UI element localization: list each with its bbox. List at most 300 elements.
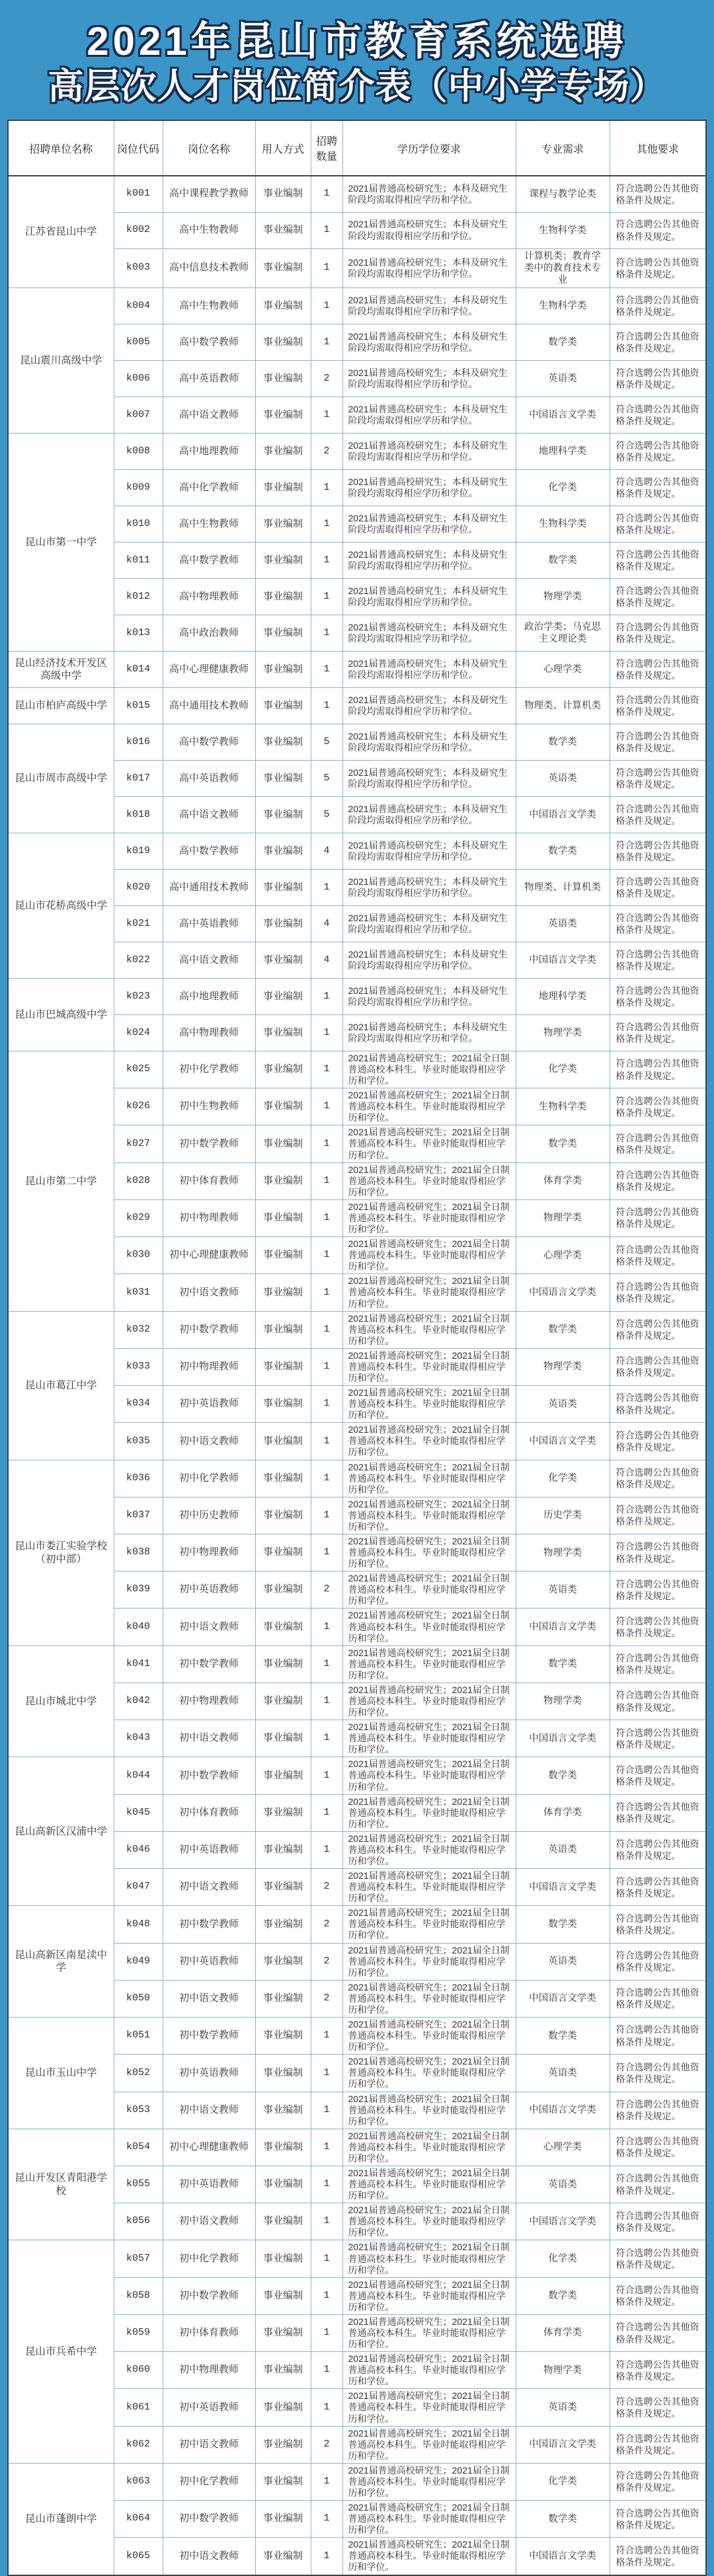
position-code-cell: k008	[114, 433, 163, 469]
employment-type-cell: 事业编制	[255, 506, 311, 542]
major-requirement-cell: 中国语言文学类	[516, 2538, 610, 2575]
education-requirement-cell: 2021届普通高校研究生；2021届全日制普通高校本科生。毕业时能取得相应学历和学位。	[342, 2092, 516, 2129]
major-requirement-cell: 心理学类	[516, 1237, 610, 1274]
position-code-cell: k037	[114, 1497, 163, 1534]
position-title-cell: 高中语文教师	[163, 942, 255, 978]
recruit-count-cell: 2	[311, 1943, 342, 1980]
position-title-cell: 高中通用技术教师	[163, 687, 255, 724]
header-education-requirement: 学历学位要求	[342, 120, 516, 176]
position-code-cell: k060	[114, 2352, 163, 2389]
employment-type-cell: 事业编制	[255, 2538, 311, 2575]
recruit-count-cell: 1	[311, 2240, 342, 2277]
position-code-cell: k001	[114, 176, 163, 212]
other-requirement-cell: 符合选聘公告其他资格条件及规定。	[610, 1534, 706, 1571]
position-title-cell: 初中语文教师	[163, 1980, 255, 2017]
position-title-cell: 初中化学教师	[163, 1051, 255, 1088]
major-requirement-cell: 物理类、计算机类	[516, 869, 610, 905]
position-row	[8, 1311, 706, 1348]
position-title-cell: 高中心理健康教师	[163, 651, 255, 687]
position-code-cell: k010	[114, 506, 163, 542]
position-code-cell: k034	[114, 1386, 163, 1423]
position-title-cell: 高中地理教师	[163, 978, 255, 1014]
employment-type-cell: 事业编制	[255, 1311, 311, 1348]
recruit-count-cell: 4	[311, 833, 342, 869]
education-requirement-cell: 2021届普通高校研究生；2021届全日制普通高校本科生。毕业时能取得相应学历和学位。	[342, 1274, 516, 1311]
education-requirement-cell: 2021届普通高校研究生；2021届全日制普通高校本科生。毕业时能取得相应学历和学位。	[342, 1348, 516, 1385]
major-requirement-cell: 英语类	[516, 1831, 610, 1868]
recruit-count-cell: 2	[311, 1906, 342, 1943]
employment-type-cell: 事业编制	[255, 1794, 311, 1831]
education-requirement-cell: 2021届普通高校研究生；本科及研究生阶段均需取得相应学历和学位。	[342, 469, 516, 506]
position-row	[8, 1051, 706, 1088]
recruit-count-cell: 1	[311, 2092, 342, 2129]
position-row	[8, 1460, 706, 1497]
position-title-cell: 初中数学教师	[163, 1646, 255, 1683]
education-requirement-cell: 2021届普通高校研究生；2021届全日制普通高校本科生。毕业时能取得相应学历和学位。	[342, 2018, 516, 2055]
page-title-line1: 2021年昆山市教育系统选聘	[87, 19, 627, 63]
employment-type-cell: 事业编制	[255, 1014, 311, 1051]
employment-type-cell: 事业编制	[255, 869, 311, 905]
position-row	[8, 833, 706, 869]
education-requirement-cell: 2021届普通高校研究生；2021届全日制普通高校本科生。毕业时能取得相应学历和学位。	[342, 1162, 516, 1199]
recruit-count-cell: 1	[311, 2314, 342, 2351]
major-requirement-cell: 体育学类	[516, 1794, 610, 1831]
unit-name-cell: 昆山开发区青阳港学校	[8, 2129, 114, 2240]
position-title-cell: 初中物理教师	[163, 2352, 255, 2389]
recruit-count-cell: 1	[311, 2203, 342, 2240]
position-title-cell: 初中语文教师	[163, 1423, 255, 1460]
education-requirement-cell: 2021届普通高校研究生；2021届全日制普通高校本科生。毕业时能取得相应学历和学位。	[342, 2277, 516, 2314]
employment-type-cell: 事业编制	[255, 905, 311, 942]
other-requirement-cell: 符合选聘公告其他资格条件及规定。	[610, 1014, 706, 1051]
education-requirement-cell: 2021届普通高校研究生；2021届全日制普通高校本科生。毕业时能取得相应学历和学位。	[342, 1497, 516, 1534]
recruit-count-cell: 1	[311, 248, 342, 287]
position-title-cell: 初中英语教师	[163, 2055, 255, 2092]
position-title-cell: 初中语文教师	[163, 1869, 255, 1906]
position-title-cell: 高中语文教师	[163, 796, 255, 833]
position-title-cell: 初中体育教师	[163, 2314, 255, 2351]
major-requirement-cell: 中国语言文学类	[516, 1980, 610, 2017]
recruit-count-cell: 1	[311, 1162, 342, 1199]
position-code-cell: k028	[114, 1162, 163, 1199]
recruit-count-cell: 1	[311, 1757, 342, 1794]
education-requirement-cell: 2021届普通高校研究生；本科及研究生阶段均需取得相应学历和学位。	[342, 506, 516, 542]
recruit-count-cell: 1	[311, 176, 342, 212]
position-title-cell: 高中数学教师	[163, 324, 255, 360]
unit-name-cell: 昆山震川高级中学	[8, 287, 114, 433]
position-title-cell: 高中语文教师	[163, 397, 255, 433]
education-requirement-cell: 2021届普通高校研究生；本科及研究生阶段均需取得相应学历和学位。	[342, 942, 516, 978]
other-requirement-cell: 符合选聘公告其他资格条件及规定。	[610, 176, 706, 212]
employment-type-cell: 事业编制	[255, 2352, 311, 2389]
other-requirement-cell: 符合选聘公告其他资格条件及规定。	[610, 2203, 706, 2240]
major-requirement-cell: 生物科学类	[516, 1088, 610, 1125]
employment-type-cell: 事业编制	[255, 1162, 311, 1199]
employment-type-cell: 事业编制	[255, 1683, 311, 1720]
position-code-cell: k052	[114, 2055, 163, 2092]
education-requirement-cell: 2021届普通高校研究生；2021届全日制普通高校本科生。毕业时能取得相应学历和学位。	[342, 2426, 516, 2463]
employment-type-cell: 事业编制	[255, 2166, 311, 2203]
major-requirement-cell: 数学类	[516, 2018, 610, 2055]
position-row	[8, 176, 706, 212]
employment-type-cell: 事业编制	[255, 651, 311, 687]
recruit-count-cell: 4	[311, 942, 342, 978]
employment-type-cell: 事业编制	[255, 615, 311, 651]
position-title-cell: 初中体育教师	[163, 1794, 255, 1831]
other-requirement-cell: 符合选聘公告其他资格条件及规定。	[610, 360, 706, 397]
major-requirement-cell: 地理科学类	[516, 978, 610, 1014]
position-title-cell: 初中语文教师	[163, 2092, 255, 2129]
education-requirement-cell: 2021届普通高校研究生；2021届全日制普通高校本科生。毕业时能取得相应学历和学位。	[342, 2314, 516, 2351]
recruit-count-cell: 1	[311, 1534, 342, 1571]
recruit-count-cell: 1	[311, 397, 342, 433]
position-code-cell: k062	[114, 2426, 163, 2463]
education-requirement-cell: 2021届普通高校研究生；2021届全日制普通高校本科生。毕业时能取得相应学历和学位。	[342, 1906, 516, 1943]
recruit-count-cell: 5	[311, 796, 342, 833]
position-code-cell: k030	[114, 1237, 163, 1274]
position-title-cell: 初中英语教师	[163, 1572, 255, 1609]
position-code-cell: k002	[114, 212, 163, 248]
major-requirement-cell: 数学类	[516, 2277, 610, 2314]
employment-type-cell: 事业编制	[255, 1051, 311, 1088]
other-requirement-cell: 符合选聘公告其他资格条件及规定。	[610, 687, 706, 724]
header-employment-type: 用人方式	[255, 120, 311, 176]
position-code-cell: k027	[114, 1125, 163, 1162]
other-requirement-cell: 符合选聘公告其他资格条件及规定。	[610, 1460, 706, 1497]
employment-type-cell: 事业编制	[255, 1088, 311, 1125]
other-requirement-cell: 符合选聘公告其他资格条件及规定。	[610, 1683, 706, 1720]
unit-name-cell: 昆山市兵希中学	[8, 2240, 114, 2463]
position-code-cell: k016	[114, 724, 163, 760]
major-requirement-cell: 物理学类	[516, 1348, 610, 1385]
education-requirement-cell: 2021届普通高校研究生；2021届全日制普通高校本科生。毕业时能取得相应学历和学位。	[342, 1720, 516, 1757]
employment-type-cell: 事业编制	[255, 1497, 311, 1534]
other-requirement-cell: 符合选聘公告其他资格条件及规定。	[610, 1311, 706, 1348]
other-requirement-cell: 符合选聘公告其他资格条件及规定。	[610, 1274, 706, 1311]
header-row	[8, 120, 706, 176]
employment-type-cell: 事业编制	[255, 687, 311, 724]
education-requirement-cell: 2021届普通高校研究生；本科及研究生阶段均需取得相应学历和学位。	[342, 360, 516, 397]
position-title-cell: 初中英语教师	[163, 2389, 255, 2426]
education-requirement-cell: 2021届普通高校研究生；本科及研究生阶段均需取得相应学历和学位。	[342, 248, 516, 287]
recruit-count-cell: 1	[311, 1646, 342, 1683]
position-code-cell: k045	[114, 1794, 163, 1831]
position-row	[8, 2240, 706, 2277]
major-requirement-cell: 生物科学类	[516, 287, 610, 324]
recruit-count-cell: 2	[311, 360, 342, 397]
page-title-line2: 高层次人才岗位简介表（中小学专场）	[48, 67, 666, 107]
employment-type-cell: 事业编制	[255, 942, 311, 978]
other-requirement-cell: 符合选聘公告其他资格条件及规定。	[610, 1497, 706, 1534]
other-requirement-cell: 符合选聘公告其他资格条件及规定。	[610, 1720, 706, 1757]
major-requirement-cell: 数学类	[516, 542, 610, 578]
unit-name-cell: 昆山市第二中学	[8, 1051, 114, 1311]
recruit-count-cell: 1	[311, 2352, 342, 2389]
position-title-cell: 初中英语教师	[163, 1831, 255, 1868]
position-row	[8, 1906, 706, 1943]
position-title-cell: 高中生物教师	[163, 212, 255, 248]
recruit-count-cell: 1	[311, 651, 342, 687]
major-requirement-cell: 英语类	[516, 905, 610, 942]
employment-type-cell: 事业编制	[255, 2092, 311, 2129]
major-requirement-cell: 心理学类	[516, 651, 610, 687]
position-code-cell: k003	[114, 248, 163, 287]
employment-type-cell: 事业编制	[255, 724, 311, 760]
major-requirement-cell: 物理学类	[516, 1683, 610, 1720]
employment-type-cell: 事业编制	[255, 287, 311, 324]
education-requirement-cell: 2021届普通高校研究生；本科及研究生阶段均需取得相应学历和学位。	[342, 212, 516, 248]
position-code-cell: k013	[114, 615, 163, 651]
position-title-cell: 初中语文教师	[163, 2426, 255, 2463]
other-requirement-cell: 符合选聘公告其他资格条件及规定。	[610, 2426, 706, 2463]
unit-name-cell: 昆山经济技术开发区高级中学	[8, 651, 114, 687]
education-requirement-cell: 2021届普通高校研究生；2021届全日制普通高校本科生。毕业时能取得相应学历和学位。	[342, 2203, 516, 2240]
recruit-count-cell: 1	[311, 1386, 342, 1423]
table-header	[8, 120, 706, 176]
other-requirement-cell: 符合选聘公告其他资格条件及规定。	[610, 1162, 706, 1199]
other-requirement-cell: 符合选聘公告其他资格条件及规定。	[610, 2129, 706, 2166]
education-requirement-cell: 2021届普通高校研究生；本科及研究生阶段均需取得相应学历和学位。	[342, 724, 516, 760]
position-title-cell: 初中物理教师	[163, 1534, 255, 1571]
recruit-count-cell: 2	[311, 1572, 342, 1609]
other-requirement-cell: 符合选聘公告其他资格条件及规定。	[610, 1051, 706, 1088]
employment-type-cell: 事业编制	[255, 2463, 311, 2500]
other-requirement-cell: 符合选聘公告其他资格条件及规定。	[610, 506, 706, 542]
unit-name-cell: 昆山市巴城高级中学	[8, 978, 114, 1051]
employment-type-cell: 事业编制	[255, 1199, 311, 1236]
education-requirement-cell: 2021届普通高校研究生；本科及研究生阶段均需取得相应学历和学位。	[342, 397, 516, 433]
position-code-cell: k029	[114, 1199, 163, 1236]
position-code-cell: k035	[114, 1423, 163, 1460]
education-requirement-cell: 2021届普通高校研究生；本科及研究生阶段均需取得相应学历和学位。	[342, 287, 516, 324]
position-title-cell: 初中物理教师	[163, 1199, 255, 1236]
major-requirement-cell: 历史学类	[516, 1497, 610, 1534]
other-requirement-cell: 符合选聘公告其他资格条件及规定。	[610, 2277, 706, 2314]
position-title-cell: 初中化学教师	[163, 2240, 255, 2277]
education-requirement-cell: 2021届普通高校研究生；本科及研究生阶段均需取得相应学历和学位。	[342, 905, 516, 942]
major-requirement-cell: 地理科学类	[516, 433, 610, 469]
education-requirement-cell: 2021届普通高校研究生；2021届全日制普通高校本科生。毕业时能取得相应学历和学位。	[342, 1831, 516, 1868]
position-code-cell: k036	[114, 1460, 163, 1497]
position-code-cell: k033	[114, 1348, 163, 1385]
position-title-cell: 高中地理教师	[163, 433, 255, 469]
other-requirement-cell: 符合选聘公告其他资格条件及规定。	[610, 2240, 706, 2277]
position-row	[8, 287, 706, 324]
employment-type-cell: 事业编制	[255, 1460, 311, 1497]
recruit-count-cell: 1	[311, 1720, 342, 1757]
other-requirement-cell: 符合选聘公告其他资格条件及规定。	[610, 1943, 706, 1980]
position-code-cell: k053	[114, 2092, 163, 2129]
position-code-cell: k019	[114, 833, 163, 869]
position-code-cell: k011	[114, 542, 163, 578]
education-requirement-cell: 2021届普通高校研究生；本科及研究生阶段均需取得相应学历和学位。	[342, 176, 516, 212]
other-requirement-cell: 符合选聘公告其他资格条件及规定。	[610, 796, 706, 833]
other-requirement-cell: 符合选聘公告其他资格条件及规定。	[610, 2538, 706, 2575]
other-requirement-cell: 符合选聘公告其他资格条件及规定。	[610, 1757, 706, 1794]
major-requirement-cell: 体育学类	[516, 1162, 610, 1199]
position-title-cell: 初中英语教师	[163, 2166, 255, 2203]
position-code-cell: k031	[114, 1274, 163, 1311]
unit-name-cell: 昆山市蓬朗中学	[8, 2463, 114, 2575]
recruit-count-cell: 1	[311, 212, 342, 248]
major-requirement-cell: 数学类	[516, 1646, 610, 1683]
major-requirement-cell: 物理学类	[516, 1199, 610, 1236]
major-requirement-cell: 英语类	[516, 2055, 610, 2092]
position-title-cell: 初中生物教师	[163, 1088, 255, 1125]
major-requirement-cell: 英语类	[516, 760, 610, 796]
education-requirement-cell: 2021届普通高校研究生；2021届全日制普通高校本科生。毕业时能取得相应学历和学位。	[342, 1980, 516, 2017]
position-code-cell: k057	[114, 2240, 163, 2277]
header-position-code: 岗位代码	[114, 120, 163, 176]
employment-type-cell: 事业编制	[255, 1720, 311, 1757]
major-requirement-cell: 物理学类	[516, 578, 610, 615]
employment-type-cell: 事业编制	[255, 1534, 311, 1571]
recruit-count-cell: 1	[311, 1274, 342, 1311]
employment-type-cell: 事业编制	[255, 833, 311, 869]
major-requirement-cell: 中国语言文学类	[516, 1869, 610, 1906]
position-title-cell: 高中化学教师	[163, 469, 255, 506]
other-requirement-cell: 符合选聘公告其他资格条件及规定。	[610, 1199, 706, 1236]
recruit-count-cell: 2	[311, 2426, 342, 2463]
position-title-cell: 高中数学教师	[163, 542, 255, 578]
recruit-count-cell: 1	[311, 1683, 342, 1720]
other-requirement-cell: 符合选聘公告其他资格条件及规定。	[610, 2352, 706, 2389]
position-title-cell: 初中英语教师	[163, 1386, 255, 1423]
major-requirement-cell: 化学类	[516, 2463, 610, 2500]
employment-type-cell: 事业编制	[255, 469, 311, 506]
major-requirement-cell: 英语类	[516, 2389, 610, 2426]
employment-type-cell: 事业编制	[255, 2240, 311, 2277]
recruit-count-cell: 1	[311, 1423, 342, 1460]
position-code-cell: k020	[114, 869, 163, 905]
positions-table-body	[8, 176, 706, 2575]
unit-name-cell: 江苏省昆山中学	[8, 176, 114, 287]
position-title-cell: 初中数学教师	[163, 2501, 255, 2538]
position-code-cell: k065	[114, 2538, 163, 2575]
position-title-cell: 高中英语教师	[163, 905, 255, 942]
position-title-cell: 高中英语教师	[163, 760, 255, 796]
major-requirement-cell: 数学类	[516, 1757, 610, 1794]
other-requirement-cell: 符合选聘公告其他资格条件及规定。	[610, 2501, 706, 2538]
recruit-count-cell: 1	[311, 1497, 342, 1534]
employment-type-cell: 事业编制	[255, 176, 311, 212]
recruit-count-cell: 1	[311, 687, 342, 724]
education-requirement-cell: 2021届普通高校研究生；2021届全日制普通高校本科生。毕业时能取得相应学历和学位。	[342, 1051, 516, 1088]
employment-type-cell: 事业编制	[255, 796, 311, 833]
education-requirement-cell: 2021届普通高校研究生；2021届全日制普通高校本科生。毕业时能取得相应学历和学位。	[342, 1869, 516, 1906]
employment-type-cell: 事业编制	[255, 978, 311, 1014]
position-code-cell: k046	[114, 1831, 163, 1868]
position-code-cell: k042	[114, 1683, 163, 1720]
education-requirement-cell: 2021届普通高校研究生；2021届全日制普通高校本科生。毕业时能取得相应学历和学位。	[342, 2129, 516, 2166]
education-requirement-cell: 2021届普通高校研究生；本科及研究生阶段均需取得相应学历和学位。	[342, 760, 516, 796]
education-requirement-cell: 2021届普通高校研究生；2021届全日制普通高校本科生。毕业时能取得相应学历和学位。	[342, 2166, 516, 2203]
major-requirement-cell: 政治学类；马克思主义理论类	[516, 615, 610, 651]
position-code-cell: k014	[114, 651, 163, 687]
major-requirement-cell: 英语类	[516, 1572, 610, 1609]
recruit-count-cell: 1	[311, 1348, 342, 1385]
major-requirement-cell: 体育学类	[516, 2314, 610, 2351]
position-code-cell: k044	[114, 1757, 163, 1794]
other-requirement-cell: 符合选聘公告其他资格条件及规定。	[610, 2018, 706, 2055]
position-row	[8, 978, 706, 1014]
recruit-count-cell: 1	[311, 324, 342, 360]
employment-type-cell: 事业编制	[255, 2426, 311, 2463]
employment-type-cell: 事业编制	[255, 1869, 311, 1906]
education-requirement-cell: 2021届普通高校研究生；本科及研究生阶段均需取得相应学历和学位。	[342, 615, 516, 651]
position-title-cell: 高中课程教学教师	[163, 176, 255, 212]
recruit-count-cell: 1	[311, 1609, 342, 1646]
major-requirement-cell: 中国语言文学类	[516, 397, 610, 433]
employment-type-cell: 事业编制	[255, 324, 311, 360]
recruit-count-cell: 1	[311, 542, 342, 578]
positions-table	[7, 120, 707, 2575]
position-code-cell: k032	[114, 1311, 163, 1348]
recruit-count-cell: 1	[311, 1125, 342, 1162]
other-requirement-cell: 符合选聘公告其他资格条件及规定。	[610, 2092, 706, 2129]
position-code-cell: k021	[114, 905, 163, 942]
major-requirement-cell: 物理学类	[516, 1534, 610, 1571]
position-code-cell: k050	[114, 1980, 163, 2017]
position-code-cell: k048	[114, 1906, 163, 1943]
education-requirement-cell: 2021届普通高校研究生；2021届全日制普通高校本科生。毕业时能取得相应学历和学位。	[342, 2463, 516, 2500]
major-requirement-cell: 心理学类	[516, 2129, 610, 2166]
recruit-count-cell: 1	[311, 287, 342, 324]
other-requirement-cell: 符合选聘公告其他资格条件及规定。	[610, 324, 706, 360]
position-title-cell: 高中通用技术教师	[163, 869, 255, 905]
position-row	[8, 651, 706, 687]
major-requirement-cell: 中国语言文学类	[516, 1274, 610, 1311]
other-requirement-cell: 符合选聘公告其他资格条件及规定。	[610, 1088, 706, 1125]
position-code-cell: k061	[114, 2389, 163, 2426]
education-requirement-cell: 2021届普通高校研究生；2021届全日制普通高校本科生。毕业时能取得相应学历和学位。	[342, 1683, 516, 1720]
major-requirement-cell: 数学类	[516, 1311, 610, 1348]
position-code-cell: k049	[114, 1943, 163, 1980]
position-title-cell: 初中体育教师	[163, 1162, 255, 1199]
major-requirement-cell: 生物科学类	[516, 212, 610, 248]
position-code-cell: k041	[114, 1646, 163, 1683]
major-requirement-cell: 物理学类	[516, 1014, 610, 1051]
recruit-count-cell: 1	[311, 2501, 342, 2538]
major-requirement-cell: 数学类	[516, 324, 610, 360]
education-requirement-cell: 2021届普通高校研究生；2021届全日制普通高校本科生。毕业时能取得相应学历和学位。	[342, 2538, 516, 2575]
other-requirement-cell: 符合选聘公告其他资格条件及规定。	[610, 760, 706, 796]
position-title-cell: 初中语文教师	[163, 2203, 255, 2240]
education-requirement-cell: 2021届普通高校研究生；2021届全日制普通高校本科生。毕业时能取得相应学历和学位。	[342, 1386, 516, 1423]
position-code-cell: k006	[114, 360, 163, 397]
education-requirement-cell: 2021届普通高校研究生；2021届全日制普通高校本科生。毕业时能取得相应学历和学位。	[342, 1199, 516, 1236]
other-requirement-cell: 符合选聘公告其他资格条件及规定。	[610, 433, 706, 469]
education-requirement-cell: 2021届普通高校研究生；2021届全日制普通高校本科生。毕业时能取得相应学历和学位。	[342, 2389, 516, 2426]
education-requirement-cell: 2021届普通高校研究生；2021届全日制普通高校本科生。毕业时能取得相应学历和学位。	[342, 1125, 516, 1162]
position-code-cell: k017	[114, 760, 163, 796]
other-requirement-cell: 符合选聘公告其他资格条件及规定。	[610, 724, 706, 760]
recruit-count-cell: 1	[311, 1088, 342, 1125]
major-requirement-cell: 中国语言文学类	[516, 796, 610, 833]
major-requirement-cell: 数学类	[516, 1906, 610, 1943]
position-code-cell: k005	[114, 324, 163, 360]
employment-type-cell: 事业编制	[255, 1386, 311, 1423]
position-code-cell: k038	[114, 1534, 163, 1571]
position-title-cell: 初中化学教师	[163, 1460, 255, 1497]
position-code-cell: k063	[114, 2463, 163, 2500]
employment-type-cell: 事业编制	[255, 1943, 311, 1980]
position-title-cell: 高中生物教师	[163, 506, 255, 542]
other-requirement-cell: 符合选聘公告其他资格条件及规定。	[610, 1869, 706, 1906]
unit-name-cell: 昆山市第一中学	[8, 433, 114, 651]
position-code-cell: k004	[114, 287, 163, 324]
other-requirement-cell: 符合选聘公告其他资格条件及规定。	[610, 2463, 706, 2500]
